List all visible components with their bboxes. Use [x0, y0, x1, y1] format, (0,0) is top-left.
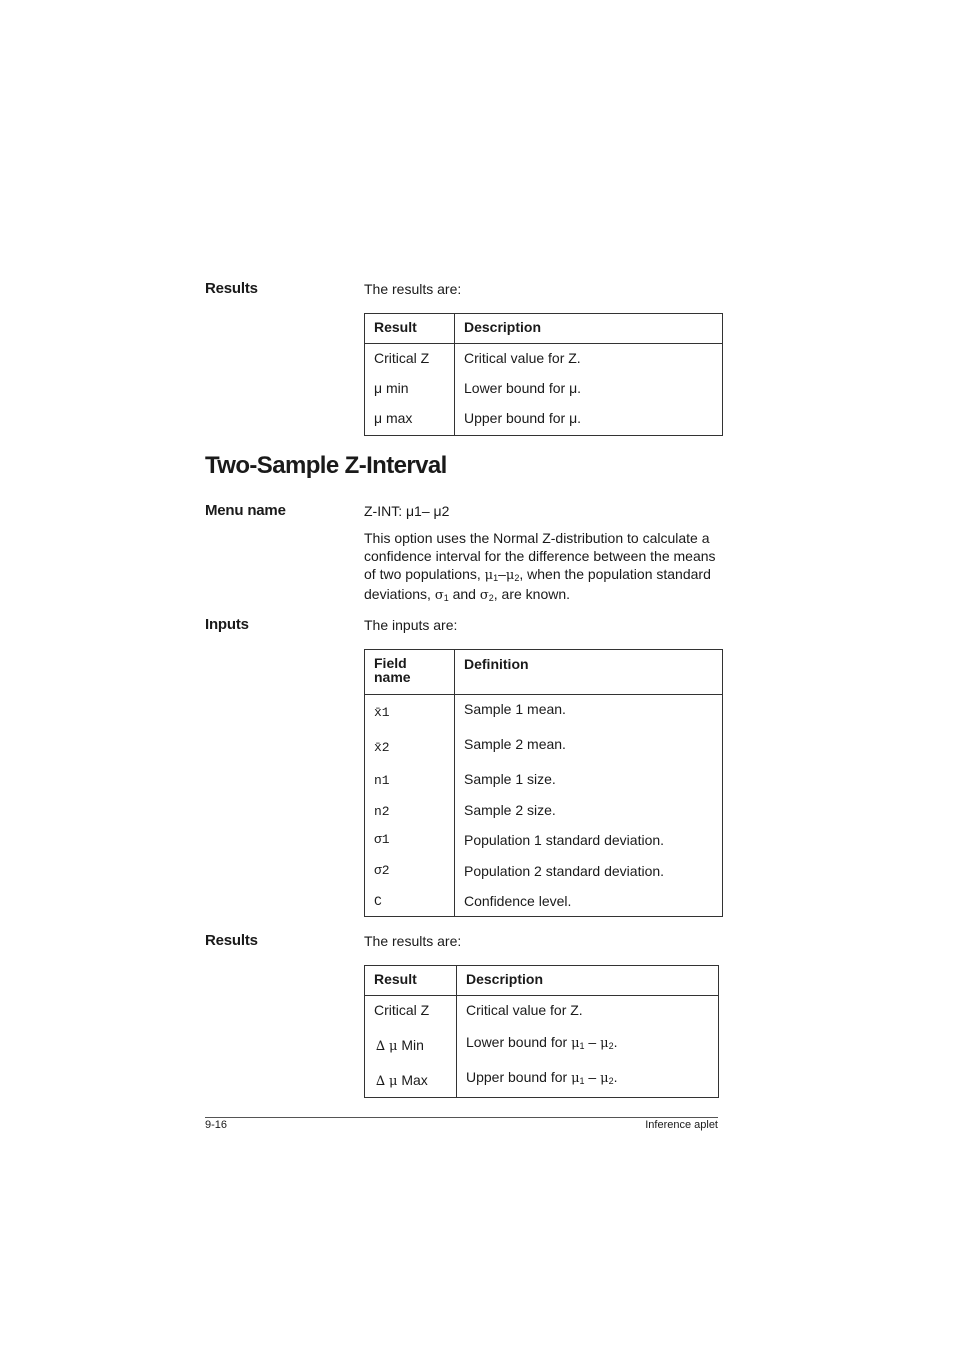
field-name: x̄2	[365, 730, 455, 765]
inputs-heading: Inputs	[205, 616, 249, 633]
page-title: Two-Sample Z-Interval	[205, 452, 447, 479]
chapter-name: Inference aplet	[645, 1119, 718, 1131]
table-row	[365, 996, 719, 1029]
menu-name-heading: Menu name	[205, 502, 286, 519]
field-definition: Confidence level.	[464, 892, 572, 909]
results-header-description: Description	[457, 966, 719, 996]
field-name: n1	[365, 765, 455, 796]
page-number: 9-16	[205, 1119, 228, 1131]
result-description: Upper bound for $\mu_1 - \mu_2$.	[466, 1068, 618, 1086]
paragraph-line: deviations, $\sigma_1$ and $\sigma_2$, are known.	[364, 586, 571, 603]
results-header-result: Result	[365, 314, 455, 344]
field-definition: Sample 1 mean.	[464, 701, 566, 717]
results-table-2	[364, 965, 719, 1098]
result-description: Critical value for Z.	[464, 350, 581, 366]
field-definition: Sample 2 mean.	[464, 735, 566, 752]
inputs-table	[364, 649, 723, 917]
paragraph-line: of two populations, $\mu_1-\mu_2$, when the population standard	[364, 566, 711, 583]
table-row	[365, 344, 723, 374]
menu-name-value: Z-INT: μ1– μ2	[364, 503, 450, 519]
table-row	[365, 826, 723, 857]
inputs-header-definition: Definition	[455, 650, 723, 695]
result-name: Critical Z	[365, 996, 457, 1029]
results-header-result: Result	[365, 966, 457, 996]
paragraph-line: This option uses the Normal Z-distribution to calculate a	[364, 530, 710, 546]
field-definition: Sample 2 size.	[464, 801, 556, 818]
table-row	[365, 887, 723, 917]
result-name: ∆ μ Max	[365, 1064, 457, 1098]
field-definition: Population 1 standard deviation.	[464, 831, 665, 848]
results-heading: Results	[205, 280, 258, 297]
field-definition: Population 2 standard deviation.	[464, 862, 665, 879]
field-definition: Sample 1 size.	[464, 770, 556, 787]
results-intro-2: The results are:	[364, 933, 462, 949]
result-description: Upper bound for μ.	[464, 409, 582, 426]
paragraph-line: confidence interval for the difference between the means	[364, 548, 716, 564]
results-table	[364, 313, 723, 436]
table-row	[365, 1064, 719, 1098]
results-header-description: Description	[455, 314, 723, 344]
result-description: Lower bound for $\mu_1 - \mu_2$.	[466, 1033, 618, 1051]
result-description: Critical value for Z.	[466, 1002, 583, 1018]
footer-divider	[205, 1117, 718, 1118]
table-row	[365, 857, 723, 887]
description-paragraph	[364, 529, 724, 605]
result-name: ∆ μ Min	[365, 1029, 457, 1064]
result-name: Critical Z	[365, 344, 455, 374]
table-row	[365, 730, 723, 765]
field-name: C	[365, 887, 455, 917]
table-row	[365, 695, 723, 730]
table-row	[365, 374, 723, 405]
table-row	[365, 1029, 719, 1064]
results-intro: The results are:	[364, 281, 462, 297]
result-name: μ min	[365, 374, 455, 405]
results-heading-2: Results	[205, 932, 258, 949]
field-name: σ1	[365, 826, 455, 857]
field-name: x̄1	[365, 695, 455, 730]
inputs-intro: The inputs are:	[364, 617, 458, 633]
inputs-header-field: Field name	[365, 650, 455, 695]
result-description: Lower bound for μ.	[464, 379, 582, 396]
field-name: n2	[365, 796, 455, 826]
table-row	[365, 405, 723, 436]
table-row	[365, 796, 723, 826]
table-row	[365, 765, 723, 796]
field-name: σ2	[365, 857, 455, 887]
result-name: μ max	[365, 405, 455, 436]
